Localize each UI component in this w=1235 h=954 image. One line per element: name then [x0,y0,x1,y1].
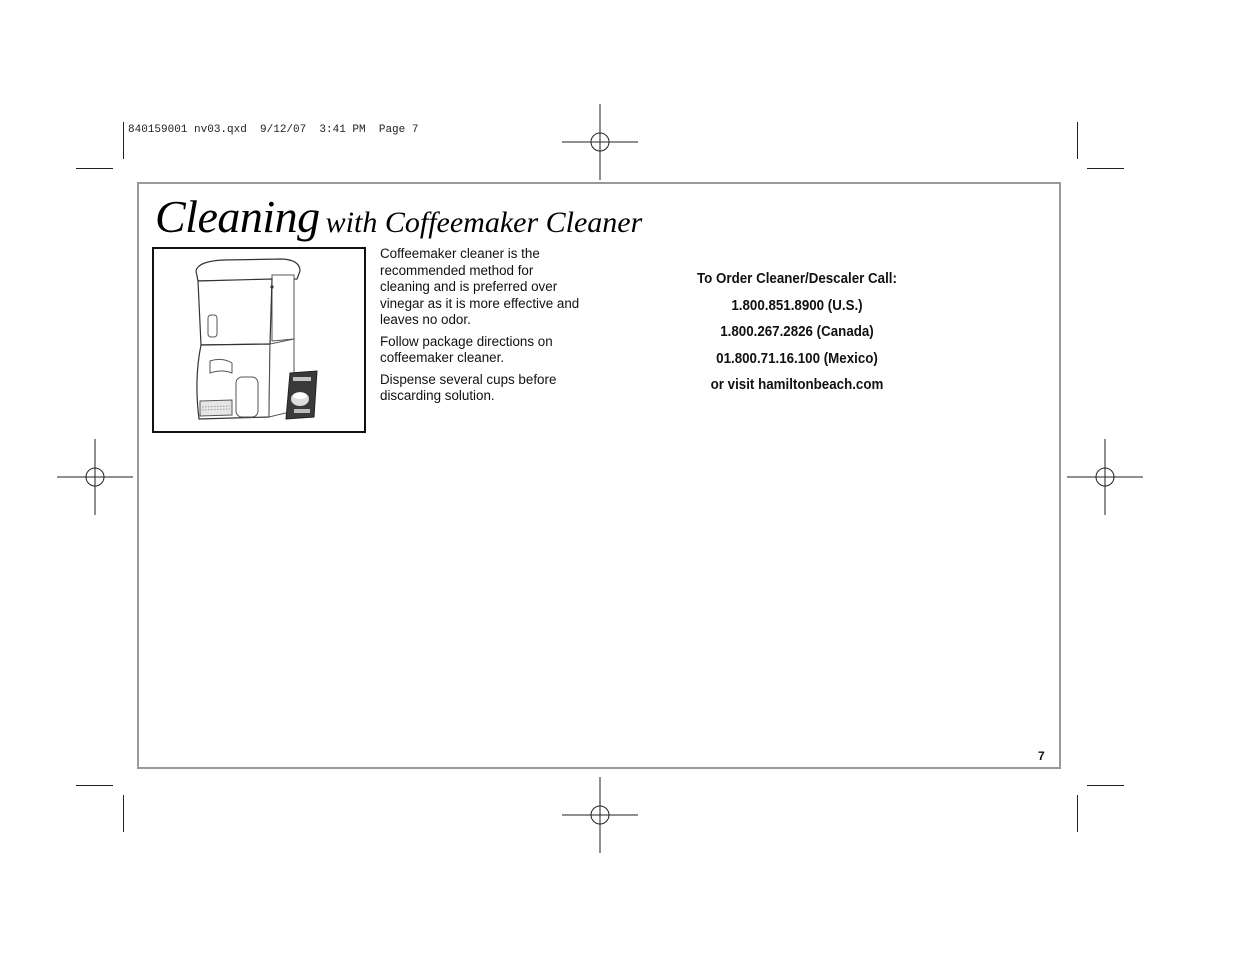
registration-mark-bottom [562,777,638,853]
crop-mark-top-left-horizontal [76,168,113,169]
paragraph-follow-directions: Follow package directions on coffeemaker cleaner. [380,333,553,365]
paragraph-cleaner-recommended: Coffeemaker cleaner is the recommended method for cleaning and is preferred over vinegar as it is more effective and leaves no odor. [380,246,580,327]
phone-us: 1.800.851.8900 (U.S.) [731,297,863,314]
crop-mark-bottom-right-vertical [1077,795,1078,832]
printer-slug: 840159001 nv03.qxd 9/12/07 3:41 PM Page 7 [128,124,419,136]
phone-canada: 1.800.267.2826 (Canada) [720,324,874,340]
title-sub: with Coffeemaker Cleaner [325,206,643,239]
coffeemaker-drawing [154,249,364,431]
paragraph-dispense-cups: Dispense several cups before discarding solution. [380,371,557,403]
crop-mark-top-right-vertical [1077,122,1078,159]
page-title [155,190,642,243]
registration-mark-top [562,104,638,180]
crop-mark-top-right-horizontal [1087,168,1124,169]
website-link: or visit hamiltonbeach.com [710,377,884,393]
crop-mark-bottom-left-horizontal [76,785,113,786]
crop-mark-bottom-right-horizontal [1087,785,1124,786]
title-main: Cleaning [155,191,320,242]
registration-mark-right [1067,439,1143,515]
phone-mexico: 01.800.71.16.100 (Mexico) [716,350,878,367]
coffeemaker-illustration [152,247,366,433]
crop-mark-bottom-left-vertical [123,795,124,832]
order-heading: To Order Cleaner/Descaler Call: [697,271,897,287]
crop-mark-top-left-vertical [123,122,124,159]
order-info [682,266,912,399]
page-number: 7 [1038,749,1045,763]
registration-mark-left [57,439,133,515]
body-text [380,246,580,410]
